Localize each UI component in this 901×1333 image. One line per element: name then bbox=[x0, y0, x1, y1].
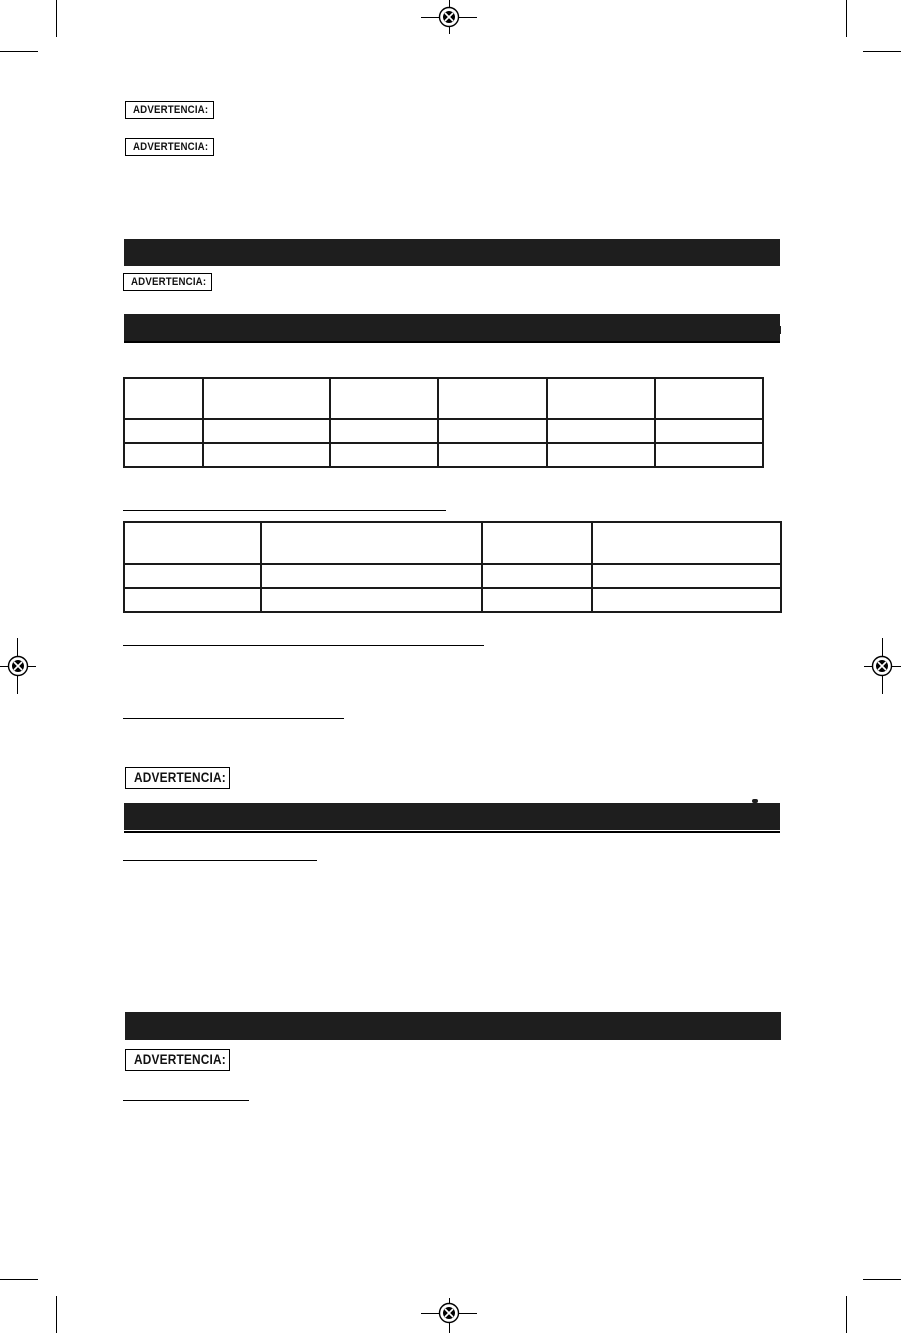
section-header-bar bbox=[124, 239, 780, 266]
table-cell bbox=[330, 378, 438, 419]
crop-mark bbox=[863, 51, 901, 52]
warning-label: ADVERTENCIA: bbox=[134, 1052, 226, 1068]
table-row bbox=[124, 419, 763, 443]
bar-edge-mark bbox=[752, 799, 758, 803]
crop-mark bbox=[0, 51, 38, 52]
registration-target-icon bbox=[437, 5, 461, 29]
table-cell bbox=[655, 443, 763, 467]
table-cell bbox=[124, 378, 203, 419]
crop-mark bbox=[846, 0, 847, 37]
table-cell bbox=[330, 419, 438, 443]
table-header-row bbox=[124, 378, 763, 419]
table-cell bbox=[124, 564, 261, 588]
section-bar-rule bbox=[124, 831, 780, 833]
warning-label: ADVERTENCIA: bbox=[133, 140, 209, 153]
registration-target-icon bbox=[437, 1301, 461, 1325]
table-cell bbox=[124, 419, 203, 443]
subheading-underline bbox=[123, 645, 484, 646]
registration-target-icon bbox=[870, 654, 894, 678]
warning-label: ADVERTENCIA: bbox=[133, 103, 209, 116]
table-cell bbox=[261, 522, 482, 564]
table-cell bbox=[261, 564, 482, 588]
warning-badge bbox=[125, 101, 214, 119]
table-cell bbox=[124, 522, 261, 564]
table-cell bbox=[482, 564, 592, 588]
table-cell bbox=[482, 588, 592, 612]
table-cell bbox=[438, 443, 547, 467]
table-cell bbox=[592, 588, 781, 612]
section-header-bar bbox=[124, 803, 780, 830]
table-cell bbox=[124, 443, 203, 467]
section-bar-rule bbox=[124, 341, 780, 343]
crop-mark bbox=[0, 1279, 38, 1280]
section-header-bar bbox=[124, 314, 780, 341]
table-header-row bbox=[124, 522, 781, 564]
table-cell bbox=[438, 378, 547, 419]
warning-badge bbox=[123, 273, 212, 291]
table-cell bbox=[592, 564, 781, 588]
bar-edge-mark bbox=[778, 326, 781, 334]
table-row bbox=[124, 564, 781, 588]
table-cell bbox=[203, 419, 330, 443]
warning-badge bbox=[125, 138, 214, 156]
subheading-underline bbox=[123, 510, 446, 511]
crop-mark bbox=[846, 1296, 847, 1333]
specification-table-1 bbox=[123, 377, 764, 468]
table-cell bbox=[655, 419, 763, 443]
table-cell bbox=[547, 443, 655, 467]
table-cell bbox=[261, 588, 482, 612]
warning-label: ADVERTENCIA: bbox=[134, 770, 226, 786]
warning-badge bbox=[125, 767, 230, 789]
section-header-bar bbox=[125, 1012, 781, 1040]
table-cell bbox=[547, 378, 655, 419]
table-row bbox=[124, 588, 781, 612]
subheading-underline bbox=[123, 718, 344, 719]
table-cell bbox=[330, 443, 438, 467]
registration-target-icon bbox=[6, 654, 30, 678]
table-cell bbox=[655, 378, 763, 419]
table-cell bbox=[203, 378, 330, 419]
table-row bbox=[124, 443, 763, 467]
crop-mark bbox=[56, 0, 57, 37]
table-cell bbox=[482, 522, 592, 564]
subheading-underline bbox=[123, 1100, 249, 1101]
table-cell bbox=[124, 588, 261, 612]
crop-mark bbox=[56, 1296, 57, 1333]
specification-table-2 bbox=[123, 521, 782, 613]
table-cell bbox=[547, 419, 655, 443]
warning-badge bbox=[125, 1049, 230, 1071]
crop-mark bbox=[863, 1279, 901, 1280]
table-cell bbox=[438, 419, 547, 443]
warning-label: ADVERTENCIA: bbox=[131, 275, 207, 288]
subheading-underline bbox=[123, 860, 317, 861]
table-cell bbox=[203, 443, 330, 467]
table-cell bbox=[592, 522, 781, 564]
